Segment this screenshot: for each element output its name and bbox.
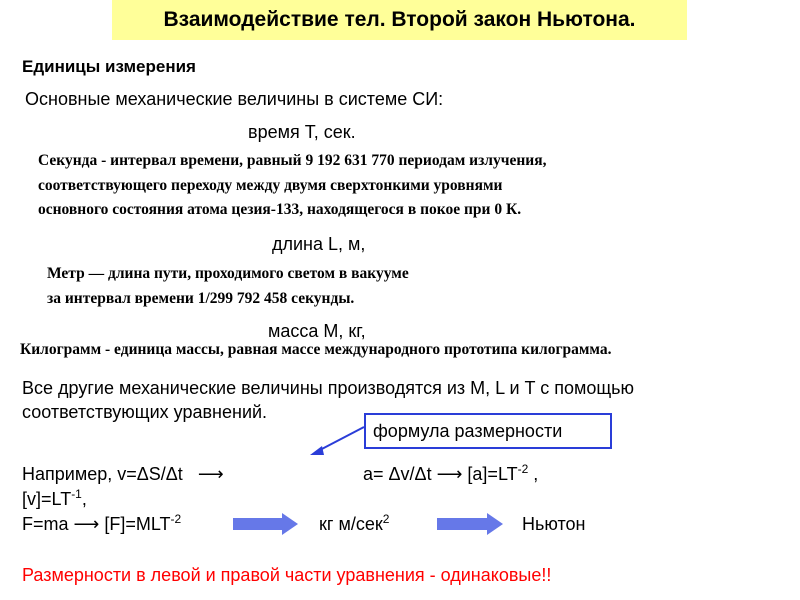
derived-text-line-2: соответствующих уравнений. [22,402,268,422]
unit-exponent: 2 [382,512,390,526]
acceleration-dimension: [a]=LT [467,464,518,484]
time-definition-line-3: основного состояния атома цезия-133, находящегося в покое при 0 К. [38,201,522,218]
acceleration-tail: , [528,464,539,484]
velocity-formula: Например, v=ΔS/Δt [22,464,183,484]
time-label: время T, сек. [248,122,356,142]
length-label: длина L, м, [272,234,366,254]
unit-expression [319,514,389,535]
length-definition-line-2: за интервал времени 1/299 792 458 секунды. [47,290,355,307]
page-title: Взаимодействие тел. Второй закон Ньютона. [163,8,636,31]
intro-text: Основные механические величины в системе СИ: [25,89,444,109]
callout-text: формула размерности [373,420,563,441]
force-dimension: [F]=MLT [104,514,171,534]
block-arrow-icon [233,513,298,535]
force-formula: F=ma [22,514,69,534]
time-definition-line-1: Секунда - интервал времени, равный 9 192 631 770 периодам излучения, [38,152,547,169]
velocity-dimension-base: [v]=LT [22,489,72,509]
unit-base: кг м/сек [319,514,383,534]
arrow-icon: ⟶ [73,514,100,534]
derived-text-line-1: Все другие механические величины производятся из M, L и T с помощью [22,378,635,398]
velocity-tail: , [81,489,87,509]
time-definition-line-2: соответствующего переходу между двумя сверхтонкими уровнями [38,177,503,194]
length-definition-line-1: Метр — длина пути, проходимого светом в вакууме [47,265,409,282]
conclusion-text: Размерности в левой и правой части уравнения - одинаковые!! [22,565,552,585]
mass-definition: Килограмм - единица массы, равная массе международного прототипа килограмма. [20,341,612,358]
unit-name: Ньютон [522,514,586,534]
section-heading: Единицы измерения [22,57,196,76]
arrow-icon: ⟶ [436,464,463,484]
block-arrow-icon [437,513,503,535]
force-dimension-exponent: -2 [170,512,182,526]
arrow-icon: ⟶ [197,464,224,484]
velocity-dimension-exponent: -1 [71,487,82,501]
acceleration-dimension-exponent: -2 [517,462,529,476]
acceleration-formula: a= Δv/Δt [363,464,432,484]
mass-label: масса M, кг, [268,321,366,341]
